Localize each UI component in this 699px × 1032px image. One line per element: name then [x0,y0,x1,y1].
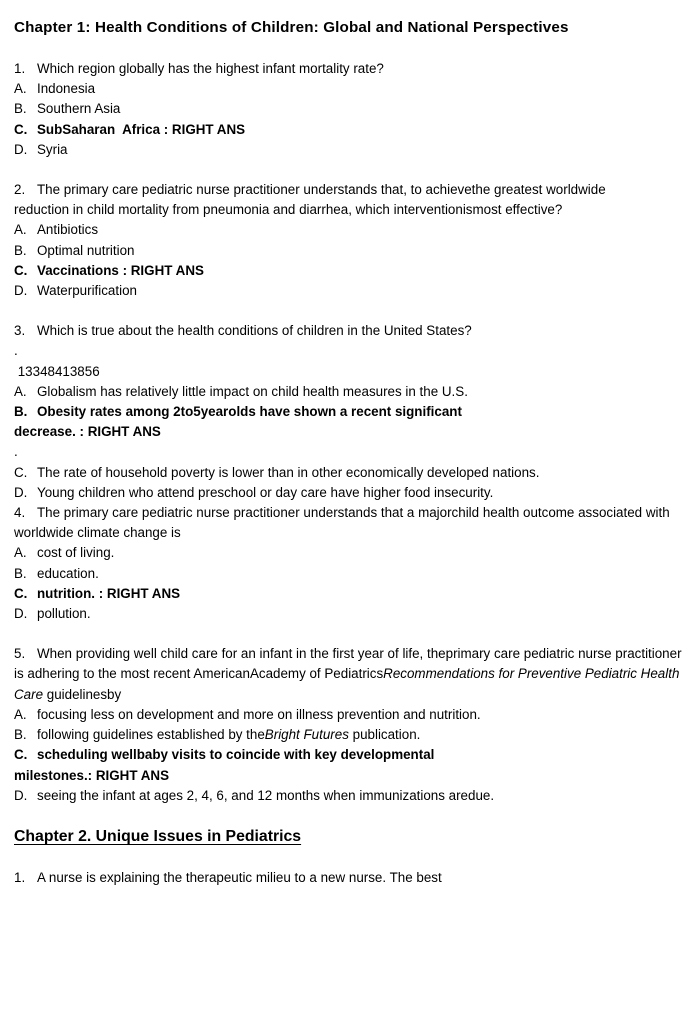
stray-dot-2: . [14,444,18,460]
chapter-1-heading: Chapter 1: Health Conditions of Children: Global and National Perspectives [14,19,569,36]
option-b-marker: B. [14,727,27,743]
spacer [14,848,685,868]
question-3-option-a[interactable] [14,382,685,402]
option-a-text: focusing less on development and more on illness prevention and nutrition. [37,706,481,722]
option-c-text: Vaccinations : RIGHT ANS [37,262,204,278]
option-d-text: Young children who attend preschool or day care have higher food insecurity. [37,484,494,500]
option-b-text: Obesity rates among 2to5yearolds have shown a recent significant [37,404,462,420]
option-c-text: The rate of household poverty is lower than in other economically developed nations. [37,464,540,480]
option-b-marker: B. [14,404,28,420]
question-4-block [14,503,685,624]
stray-number-text: 13348413856 [17,363,100,379]
option-d-text: Waterpurification [37,283,137,299]
option-b-text-2: publication. [348,727,421,743]
question-5-stem [14,644,685,705]
question-5-option-b[interactable] [14,725,685,745]
spacer [14,45,685,59]
option-d-marker: D. [14,484,28,500]
stray-number [14,362,685,382]
question-4-option-a[interactable] [14,543,685,563]
option-a-text: Antibiotics [37,222,99,238]
option-c-marker: C. [14,747,28,763]
chapter-2-heading-wrap [14,826,685,848]
question-3-option-d[interactable] [14,483,685,503]
option-c-text: nutrition. : RIGHT ANS [37,585,181,601]
question-2-option-d[interactable] [14,281,685,301]
option-d-text: pollution. [37,606,91,622]
question-4-option-c[interactable] [14,584,685,604]
question-5-option-c[interactable] [14,745,685,765]
option-a-marker: A. [14,706,27,722]
question-3-block [14,321,685,503]
chapter-2-question-1-stem-text: A nurse is explaining the therapeutic milieu to a new nurse. The best [37,869,442,885]
option-a-text: cost of living. [37,545,115,561]
option-b-text: education. [37,565,99,581]
question-1-option-d[interactable] [14,140,685,160]
question-5-block [14,644,685,806]
question-4-marker: 4. [14,505,26,521]
stray-dot-1: . [14,343,18,359]
option-c-marker: C. [14,121,28,137]
option-d-text: Syria [37,141,68,157]
chapter-2-question-1-stem [14,868,685,888]
question-2-option-a[interactable] [14,220,685,240]
question-5-marker: 5. [14,646,26,662]
question-2-option-b[interactable] [14,241,685,261]
option-c-marker: C. [14,464,28,480]
option-c-marker: C. [14,262,28,278]
question-2-block [14,180,685,301]
question-1-marker: 1. [14,61,26,76]
chapter-2-question-1-marker: 1. [14,869,26,885]
option-a-text: Globalism has relatively little impact on child health measures in the U.S. [37,383,468,399]
option-a-marker: A. [14,383,27,399]
question-1-stem-text: Which region globally has the highest infant mortality rate? [37,61,384,76]
option-d-marker: D. [14,141,28,157]
option-a-text: Indonesia [37,81,96,97]
option-a-marker: A. [14,222,27,238]
question-4-option-d[interactable] [14,604,685,624]
question-3-option-b-line-2: decrease. : RIGHT ANS [14,424,161,440]
chapter-2-heading: Chapter 2. Unique Issues in Pediatrics [14,827,302,845]
question-3-stem-text: Which is true about the health conditions of children in the United States? [37,323,472,339]
option-a-marker: A. [14,81,27,97]
question-3-option-c[interactable] [14,463,685,483]
question-1-stem [14,59,685,79]
question-1-block [14,59,685,160]
question-1-option-a[interactable] [14,79,685,99]
option-c-marker: C. [14,585,28,601]
question-3-stem [14,321,685,341]
option-d-marker: D. [14,787,28,803]
option-c-text: scheduling wellbaby visits to coincide with key developmental [37,747,435,763]
spacer [14,806,685,826]
option-b-text: Optimal nutrition [37,242,135,258]
option-b-marker: B. [14,101,27,117]
question-4-option-b[interactable] [14,564,685,584]
question-1-option-b[interactable] [14,99,685,119]
option-b-text: Southern Asia [37,101,121,117]
question-4-stem-text: The primary care pediatric nurse practitioner understands that a majorchild health outcome associated with worldwide climate change is [14,505,674,541]
question-2-marker: 2. [14,182,26,198]
question-3-marker: 3. [14,323,26,339]
question-5-option-c-line-2: milestones.: RIGHT ANS [14,767,170,783]
option-a-marker: A. [14,545,27,561]
question-4-stem [14,503,685,543]
question-5-option-a[interactable] [14,705,685,725]
question-2-stem-text-1: The primary care pediatric nurse practitioner understands that, to achievethe greatest worldwide [37,182,606,198]
question-3-option-b[interactable] [14,402,685,422]
question-2-option-c[interactable] [14,261,685,281]
option-b-marker: B. [14,565,27,581]
question-2-stem-line-1 [14,180,685,200]
option-c-text: SubSaharan Africa : RIGHT ANS [37,121,246,137]
question-5-option-d[interactable] [14,786,685,806]
question-2-stem-line-2: reduction in child mortality from pneumonia and diarrhea, which interventionismost effective? [14,202,563,218]
option-d-marker: D. [14,283,28,299]
question-5-stem-text-1: When providing well child care for an infant in the first year of life, theprimary care pediatric nurse practitioner is adhering to the most recent AmericanAcademy of Pediatrics [14,646,686,682]
spacer [14,624,685,644]
option-b-text-1: following guidelines established by the [37,727,265,743]
option-b-italic: Bright Futures [264,727,349,743]
chapter-2-question-1-block [14,868,685,888]
question-1-option-c[interactable] [14,120,685,140]
spacer [14,160,685,180]
spacer [14,301,685,321]
option-d-marker: D. [14,606,28,622]
question-5-stem-italic: Recommendations for Preventive Pediatric Health Care [14,666,684,702]
question-5-stem-text-2: guidelinesby [43,686,122,702]
option-b-marker: B. [14,242,27,258]
option-d-text: seeing the infant at ages 2, 4, 6, and 12 months when immunizations aredue. [37,787,495,803]
